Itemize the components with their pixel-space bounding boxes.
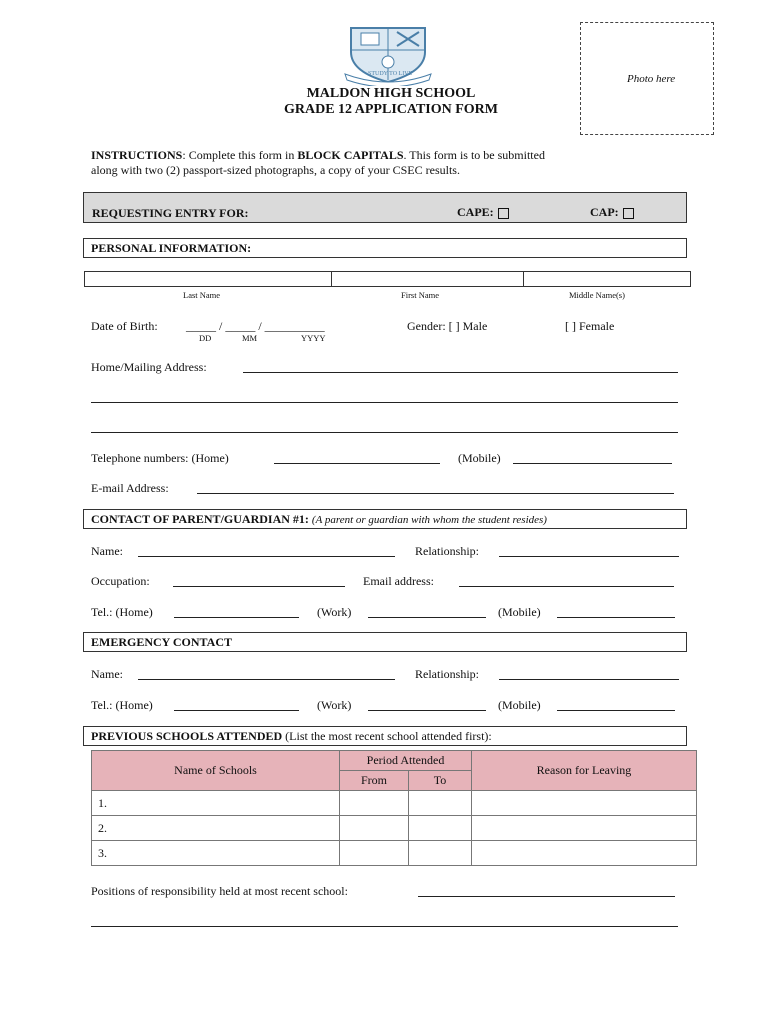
table-row [92, 841, 697, 866]
parent-tel-home-line[interactable] [174, 617, 299, 618]
positions-label: Positions of responsibility held at most recent school: [91, 884, 348, 898]
email-label: E-mail Address: [91, 481, 169, 495]
emergency-mobile-line[interactable] [557, 710, 675, 711]
positions-line-2[interactable] [91, 926, 678, 927]
requesting-entry-bar [83, 192, 687, 223]
emergency-tel-home-label: Tel.: (Home) [91, 698, 153, 712]
parent-relationship-line[interactable] [499, 556, 679, 557]
dob-dd: DD [199, 333, 212, 343]
school-name-cell[interactable]: 2. [92, 816, 340, 841]
emergency-relationship-line[interactable] [499, 679, 679, 680]
dob-label: Date of Birth: [91, 319, 158, 333]
emergency-relationship-label: Relationship: [415, 667, 479, 681]
instructions-emphasis: BLOCK CAPITALS [297, 148, 404, 162]
cape-checkbox[interactable] [498, 208, 509, 219]
instructions-line-1 [91, 148, 545, 163]
col-period-attended: Period Attended [340, 751, 472, 771]
form-title: GRADE 12 APPLICATION FORM [283, 102, 499, 117]
parent-tel-home-label: Tel.: (Home) [91, 605, 153, 619]
parent-email-label: Email address: [363, 574, 434, 588]
previous-schools-header [83, 726, 687, 746]
school-name-cell[interactable]: 3. [92, 841, 340, 866]
previous-schools-title-row [91, 729, 492, 744]
gender-female-option[interactable]: [ ] Female [565, 319, 615, 333]
parent-contact-title: CONTACT OF PARENT/GUARDIAN #1: [91, 512, 309, 526]
first-name-input[interactable] [331, 272, 524, 286]
previous-schools-note: (List the most recent school attended first): [285, 729, 492, 743]
first-name-caption: First Name [401, 290, 440, 300]
to-cell[interactable] [409, 841, 472, 866]
to-cell[interactable] [409, 816, 472, 841]
gender-male-option[interactable]: Gender: [ ] Male [407, 319, 488, 333]
middle-name-input[interactable] [523, 272, 690, 286]
school-name: MALDON HIGH SCHOOL [306, 86, 476, 101]
cap-text: CAP: [590, 205, 619, 219]
parent-contact-title-row [91, 512, 547, 527]
dob-yyyy: YYYY [301, 333, 326, 343]
requesting-entry-label: REQUESTING ENTRY FOR: [92, 206, 249, 220]
email-line[interactable] [197, 493, 674, 494]
previous-schools-table [91, 750, 697, 866]
name-boxes [84, 271, 691, 287]
school-name-cell[interactable]: 1. [92, 791, 340, 816]
address-line-3[interactable] [91, 432, 678, 433]
emergency-work-label: (Work) [317, 698, 352, 712]
telephone-mobile-label: (Mobile) [458, 451, 501, 465]
emergency-contact-title: EMERGENCY CONTACT [91, 635, 233, 649]
parent-work-line[interactable] [368, 617, 486, 618]
positions-line-1[interactable] [418, 896, 675, 897]
reason-cell[interactable] [472, 841, 697, 866]
address-line-1[interactable] [243, 372, 678, 373]
instructions-label: INSTRUCTIONS [91, 148, 183, 162]
middle-name-caption: Middle Name(s) [569, 290, 625, 300]
emergency-tel-home-line[interactable] [174, 710, 299, 711]
parent-email-line[interactable] [459, 586, 674, 587]
previous-schools-title: PREVIOUS SCHOOLS ATTENDED [91, 729, 283, 743]
cape-label [457, 205, 509, 220]
parent-mobile-line[interactable] [557, 617, 675, 618]
from-cell[interactable] [340, 816, 409, 841]
last-name-input[interactable] [85, 272, 332, 286]
parent-contact-header [83, 509, 687, 529]
emergency-name-label: Name: [91, 667, 123, 681]
dob-mm: MM [242, 333, 258, 343]
parent-relationship-label: Relationship: [415, 544, 479, 558]
col-name-of-schools: Name of Schools [92, 751, 340, 791]
parent-work-label: (Work) [317, 605, 352, 619]
personal-info-title: PERSONAL INFORMATION: [91, 241, 252, 255]
crest-motto: STUDY TO LIVE [368, 71, 413, 77]
photo-label: Photo here [627, 73, 676, 85]
parent-occupation-line[interactable] [173, 586, 345, 587]
emergency-contact-header [83, 632, 687, 652]
photo-box [580, 22, 714, 135]
cap-label [590, 205, 634, 220]
table-row [92, 791, 697, 816]
address-line-2[interactable] [91, 402, 678, 403]
to-cell[interactable] [409, 791, 472, 816]
instructions-text-1: : Complete this form in [182, 148, 298, 162]
parent-contact-note: (A parent or guardian with whom the student resides) [311, 514, 547, 526]
parent-mobile-label: (Mobile) [498, 605, 541, 619]
dob-field[interactable]: _____ / _____ / __________ [186, 319, 325, 333]
cap-checkbox[interactable] [623, 208, 634, 219]
from-cell[interactable] [340, 841, 409, 866]
telephone-home-line[interactable] [274, 463, 440, 464]
parent-occupation-label: Occupation: [91, 574, 150, 588]
col-from: From [340, 771, 409, 791]
emergency-work-line[interactable] [368, 710, 486, 711]
telephone-home-label: Telephone numbers: (Home) [91, 451, 229, 465]
cape-text: CAPE: [457, 205, 494, 219]
parent-name-line[interactable] [138, 556, 395, 557]
emergency-name-line[interactable] [138, 679, 395, 680]
last-name-caption: Last Name [183, 290, 221, 300]
from-cell[interactable] [340, 791, 409, 816]
address-label: Home/Mailing Address: [91, 360, 207, 374]
emergency-mobile-label: (Mobile) [498, 698, 541, 712]
reason-cell[interactable] [472, 791, 697, 816]
table-row [92, 816, 697, 841]
reason-cell[interactable] [472, 816, 697, 841]
col-reason-for-leaving: Reason for Leaving [472, 751, 697, 791]
personal-info-header [83, 238, 687, 258]
instructions-line-2: along with two (2) passport-sized photographs, a copy of your CSEC results. [91, 163, 460, 177]
instructions-text-2: . This form is to be submitted [403, 148, 545, 162]
parent-name-label: Name: [91, 544, 123, 558]
col-to: To [409, 771, 472, 791]
telephone-mobile-line[interactable] [513, 463, 672, 464]
